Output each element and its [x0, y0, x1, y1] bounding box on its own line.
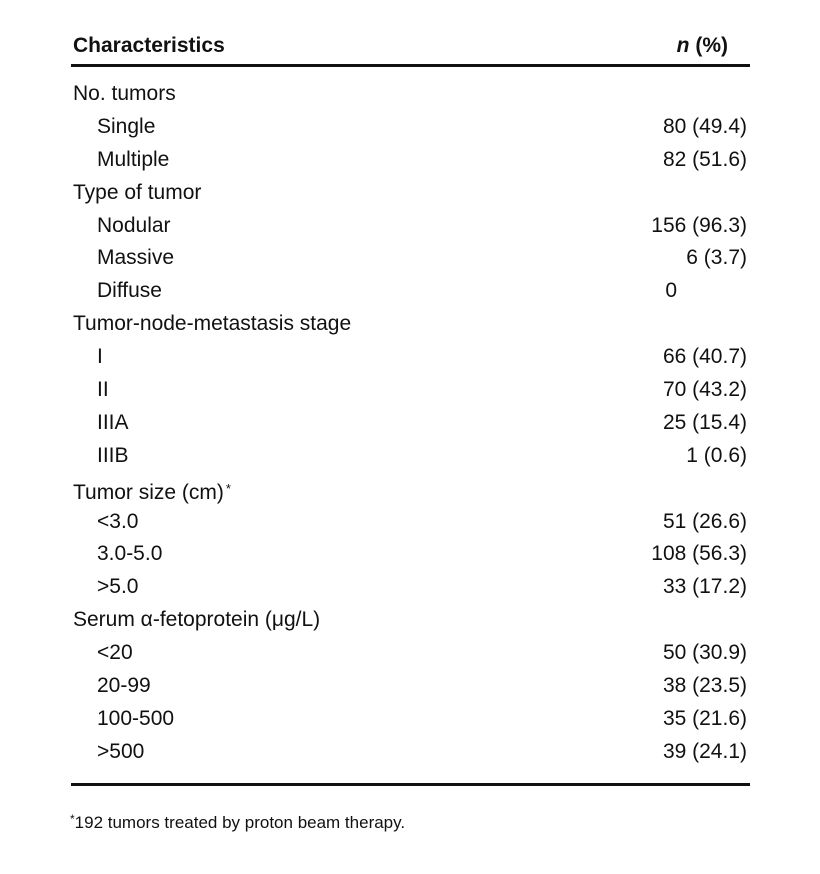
table-row [73, 506, 750, 539]
row-label: Massive [97, 246, 175, 270]
table-row [73, 144, 750, 177]
row-label: IIIA [97, 410, 129, 434]
row-value: 1 (0.6) [686, 443, 747, 467]
table-row [73, 538, 750, 571]
row-label: >5.0 [97, 575, 139, 599]
row-value: 70 (43.2) [662, 378, 747, 402]
row-label: Tumor-node-metastasis stage [73, 312, 352, 336]
table-section-row [73, 308, 750, 341]
table-row [73, 242, 750, 275]
table-row [73, 670, 750, 703]
row-label: II [97, 378, 109, 402]
table-row [73, 374, 750, 407]
row-label: <20 [97, 641, 133, 665]
row-label: No. tumors [73, 82, 176, 105]
row-value: 35 (21.6) [662, 706, 747, 730]
header-characteristics: Characteristics [73, 34, 225, 57]
table-row [73, 407, 750, 440]
row-value: 0 [665, 279, 677, 303]
row-label: Type of tumor [73, 180, 202, 204]
table-header [73, 34, 750, 64]
header-n: n [676, 34, 690, 57]
row-label: Nodular [97, 213, 171, 237]
row-value: 51 (26.6) [662, 509, 747, 533]
header-percent: (%) [695, 34, 728, 57]
bottom-rule [71, 783, 750, 786]
table-row [73, 637, 750, 670]
row-label: I [97, 345, 103, 369]
top-rule [71, 64, 750, 67]
table-section-row [73, 78, 750, 111]
table-row [73, 571, 750, 604]
footnote [70, 812, 405, 833]
row-label: Diffuse [97, 279, 162, 303]
table-row [73, 111, 750, 144]
row-label: Multiple [97, 147, 170, 171]
row-label: <3.0 [97, 509, 139, 533]
row-note-marker: * [225, 480, 231, 496]
row-label: 3.0-5.0 [97, 542, 163, 566]
row-label: Single [97, 114, 156, 138]
row-value: 82 (51.6) [662, 147, 747, 171]
table-section-row [73, 604, 750, 637]
row-value: 6 (3.7) [686, 246, 747, 270]
header-n-percent [677, 34, 728, 58]
row-value: 108 (56.3) [651, 542, 747, 566]
row-value: 156 (96.3) [651, 213, 747, 237]
row-value: 66 (40.7) [662, 345, 747, 369]
table-body [73, 78, 750, 769]
footnote-text: 192 tumors treated by proton beam therapy. [74, 813, 406, 832]
row-value: 50 (30.9) [662, 641, 747, 665]
footnote-marker: * [70, 812, 75, 826]
row-label: 100-500 [97, 706, 175, 730]
table-row [73, 440, 750, 473]
row-label: IIIB [97, 443, 129, 467]
table-row [73, 341, 750, 374]
table-section-row [73, 177, 750, 210]
table-section-row [73, 473, 750, 506]
table-row [73, 210, 750, 243]
table-row [73, 703, 750, 736]
row-value: 33 (17.2) [662, 575, 747, 599]
row-label: Tumor size (cm) * [73, 480, 231, 504]
table-row [73, 736, 750, 769]
row-value: 38 (23.5) [662, 674, 747, 698]
row-value: 80 (49.4) [662, 114, 747, 138]
row-label: >500 [97, 739, 145, 763]
row-label: Serum α-fetoprotein (μg/L) [73, 608, 321, 632]
row-value: 39 (24.1) [662, 739, 747, 763]
row-value: 25 (15.4) [662, 410, 747, 434]
table-row [73, 275, 750, 308]
row-label: 20-99 [97, 674, 151, 698]
